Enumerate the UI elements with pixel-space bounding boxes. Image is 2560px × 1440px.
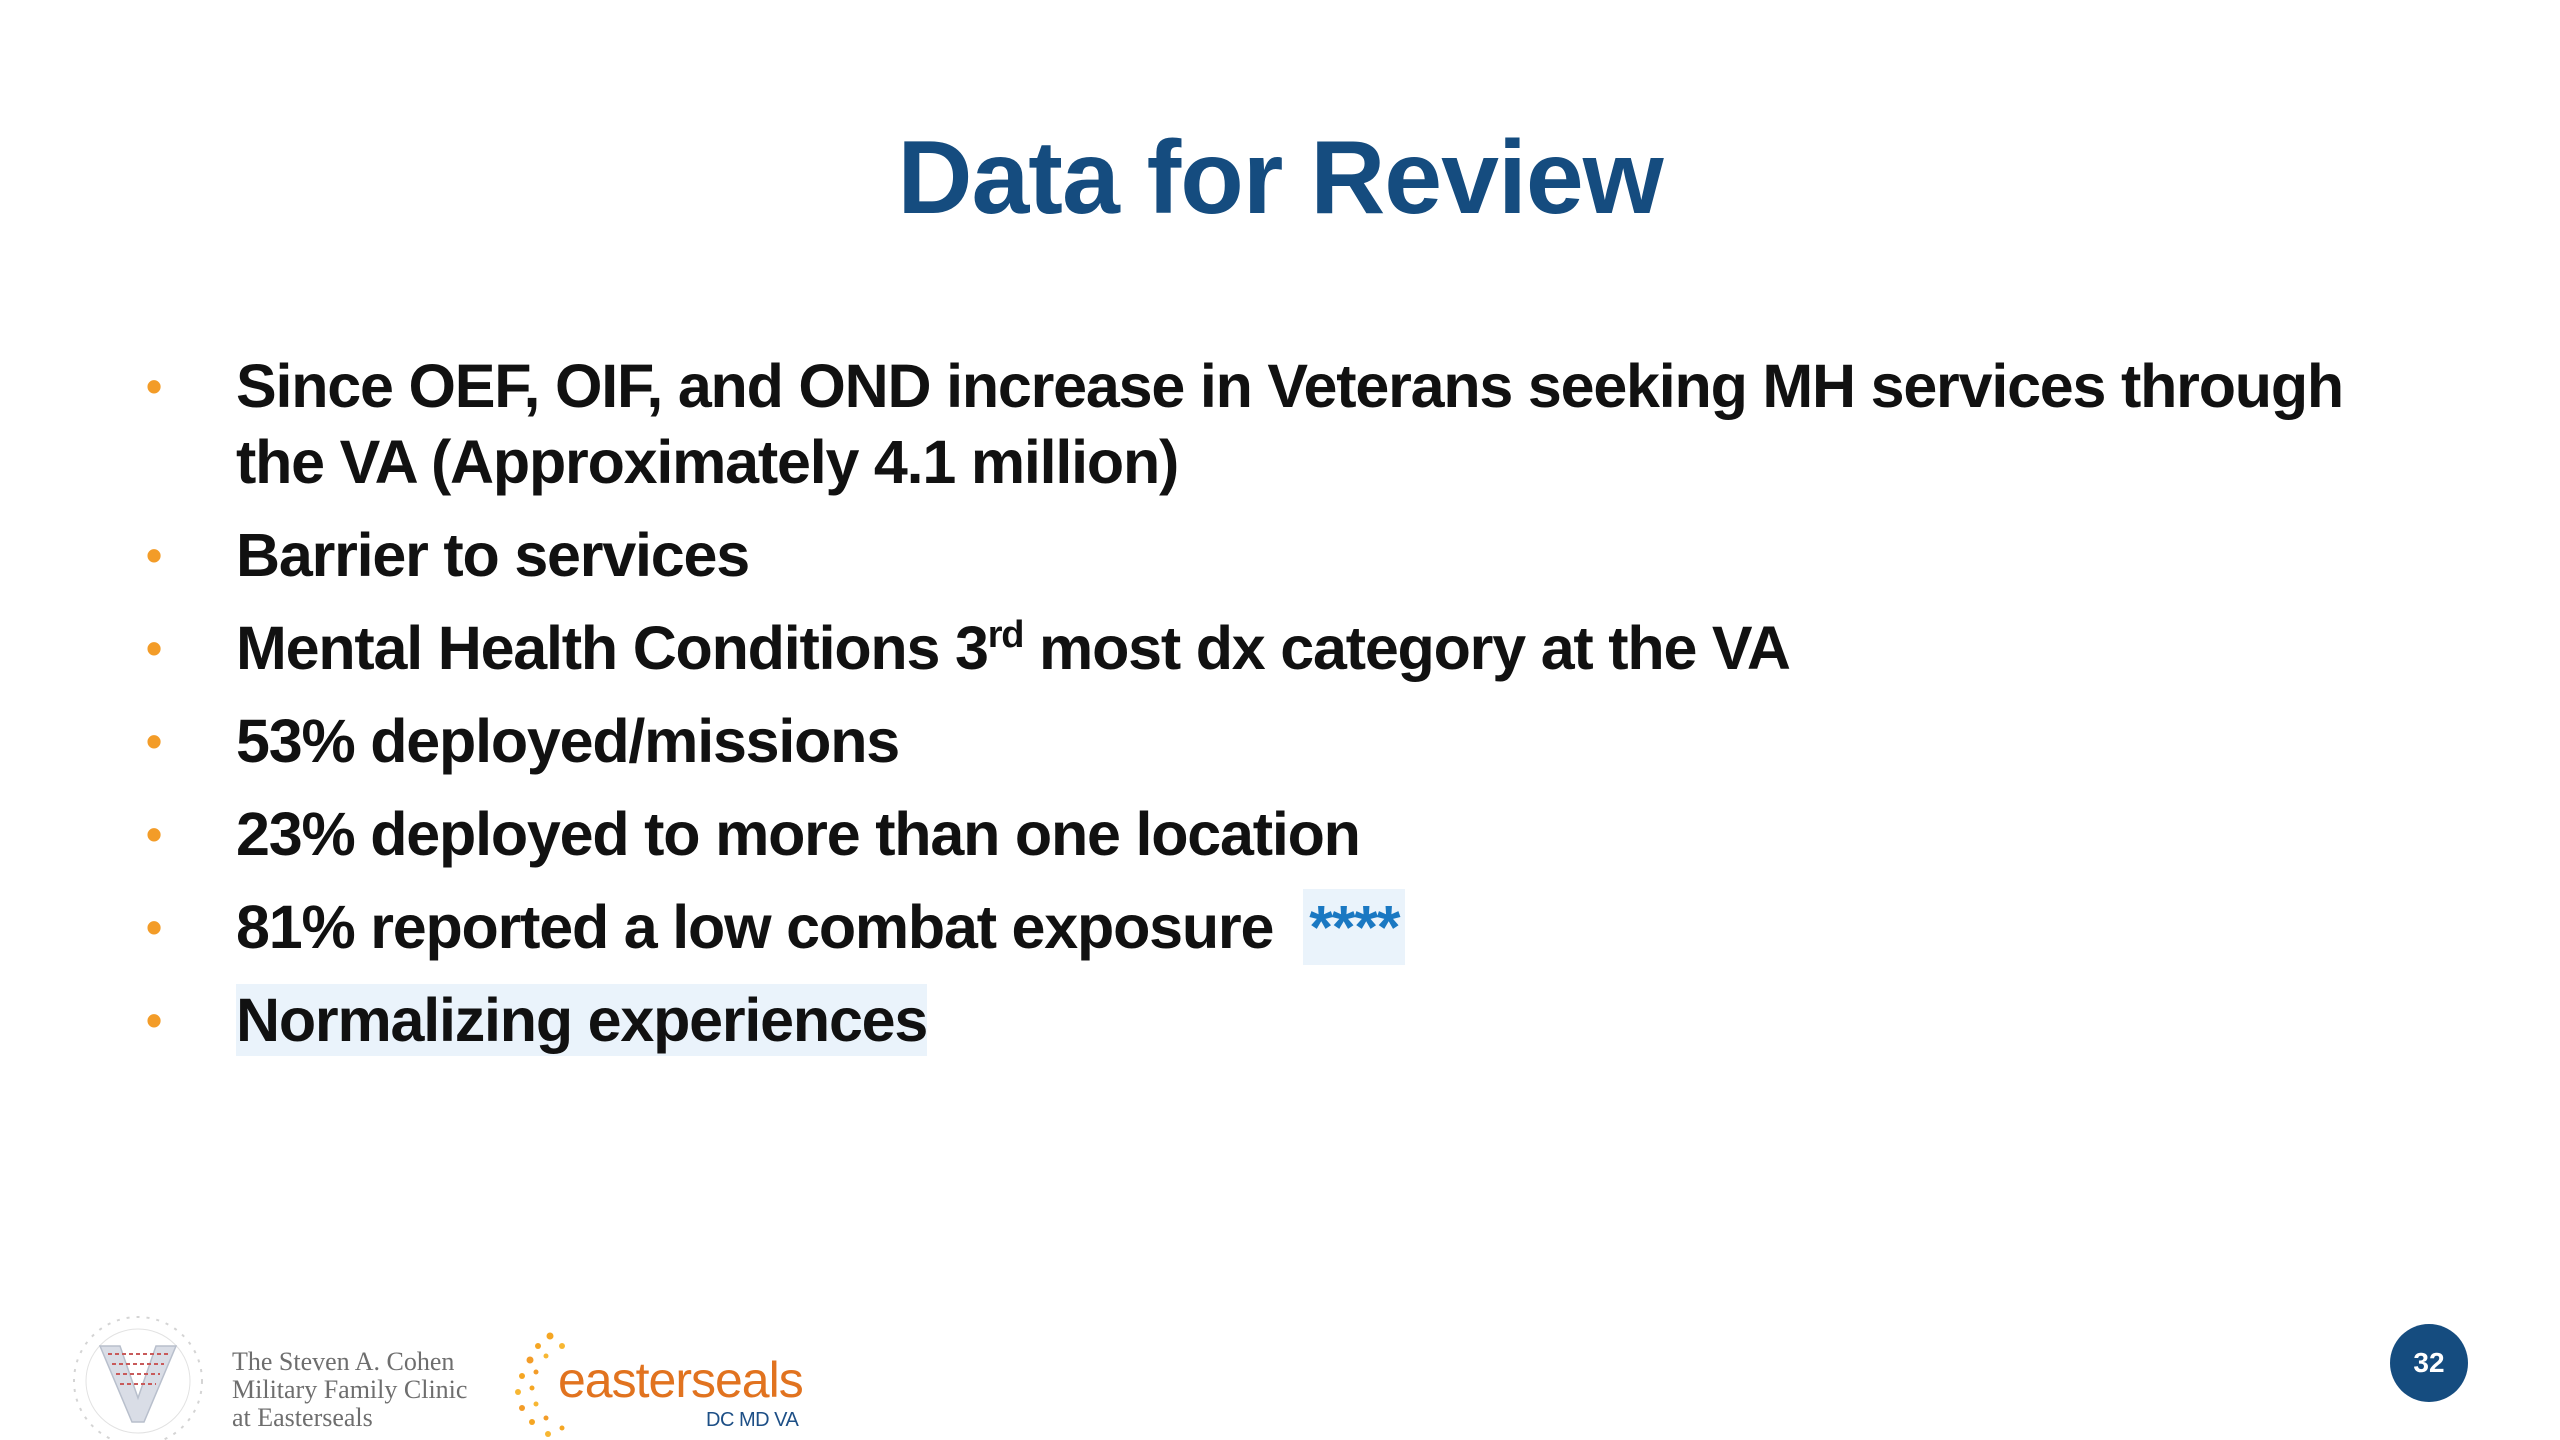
bullet-text: Since OEF, OIF, and OND increase in Veterans seeking MH services through the VA (Approximately 4.1 million) <box>236 352 2343 496</box>
cohen-veterans-network-logo-icon <box>58 1310 218 1440</box>
bullet-text-pre: Mental Health Conditions 3 <box>236 614 988 682</box>
bullet-text <box>236 614 1790 682</box>
bullet-text: 81% reported a low combat exposure <box>236 893 1274 961</box>
bullet-text: 53% deployed/missions <box>236 707 899 775</box>
clinic-name <box>232 1348 467 1432</box>
clinic-name-line: at Easterseals <box>232 1403 373 1432</box>
bullet-icon: • <box>146 360 161 412</box>
bullet-item <box>146 348 2446 500</box>
bullet-icon: • <box>146 622 161 674</box>
bullet-item <box>146 796 2446 872</box>
bullet-text: Normalizing experiences <box>236 986 928 1054</box>
bullet-icon: • <box>146 994 161 1046</box>
slide-title: Data for Review <box>897 120 1663 236</box>
bullet-icon: • <box>146 808 161 860</box>
bullet-list <box>146 348 2446 1075</box>
bullet-text-post: most dx category at the VA <box>1023 614 1790 682</box>
bullet-item <box>146 703 2446 779</box>
bullet-text: Barrier to services <box>236 521 749 589</box>
page-number-badge: 32 <box>2390 1324 2468 1402</box>
bullet-item <box>146 889 2446 965</box>
bullet-text: 23% deployed to more than one location <box>236 800 1360 868</box>
easterseals-wordmark: easterseals <box>558 1352 803 1408</box>
footnote-stars: **** <box>1303 889 1405 965</box>
bullet-item <box>146 982 2446 1058</box>
clinic-name-line: Military Family Clinic <box>232 1375 468 1404</box>
bullet-icon: • <box>146 529 161 581</box>
easterseals-logo <box>510 1322 830 1440</box>
bullet-item <box>146 610 2446 686</box>
bullet-icon: • <box>146 901 161 953</box>
bullet-item <box>146 517 2446 593</box>
bullet-icon: • <box>146 715 161 767</box>
clinic-name-line: The Steven A. Cohen <box>232 1347 455 1376</box>
easterseals-region: DC MD VA <box>706 1409 799 1431</box>
ordinal-suffix: rd <box>987 614 1024 656</box>
